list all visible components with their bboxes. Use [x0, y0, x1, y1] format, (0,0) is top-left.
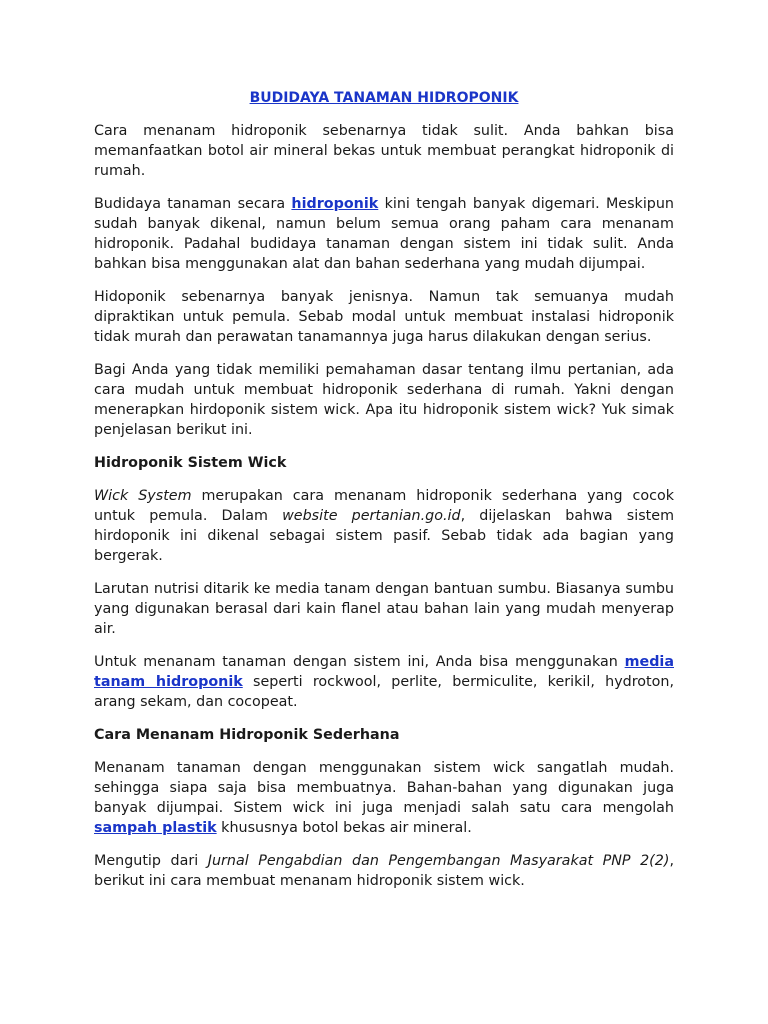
document-page	[94, 88, 674, 904]
link-media-tanam[interactable]: media tanam hidroponik	[94, 654, 674, 690]
emphasis-jurnal: Jurnal Pengabdian dan Pengembangan Masyarakat PNP 2(2)	[207, 853, 670, 869]
paragraph-text: Mengutip dari	[94, 853, 208, 869]
paragraph-text: kini tengah banyak digemari. Meskipun sudah banyak dikenal, namun belum semua orang paham cara menanam hidroponik. Padahal budidaya tanaman dengan sistem ini tidak sulit. Anda bahkan bisa menggunakan alat dan bahan sederhana yang mudah dijumpai.	[94, 196, 674, 272]
paragraph-text: Budidaya tanaman secara	[94, 196, 292, 212]
paragraph-media	[94, 652, 674, 712]
emphasis-wick-system: Wick System	[94, 488, 192, 504]
document-title	[94, 88, 674, 108]
paragraph-budidaya	[94, 194, 674, 274]
heading-cara-menanam: Cara Menanam Hidroponik Sederhana	[94, 727, 400, 743]
title-link[interactable]: BUDIDAYA TANAMAN HIDROPONIK	[249, 90, 519, 106]
paragraph-wick-system	[94, 486, 674, 566]
paragraph-text: , dijelaskan bahwa sistem hirdoponik ini dikenal sebagai sistem pasif. Sebab tidak ada bagian yang bergerak.	[94, 508, 674, 564]
paragraph-larutan: Larutan nutrisi ditarik ke media tanam dengan bantuan sumbu. Biasanya sumbu yang digunakan berasal dari kain flanel atau bahan lain yang mudah menyerap air.	[94, 581, 674, 637]
link-sampah-plastik[interactable]: sampah plastik	[94, 820, 217, 836]
paragraph-pemula: Bagi Anda yang tidak memiliki pemahaman dasar tentang ilmu pertanian, ada cara mudah untuk membuat hidroponik sederhana di rumah. Yakni dengan menerapkan hirdoponik sistem wick. Apa itu hidroponik sistem wick? Yuk simak penjelasan berikut ini.	[94, 362, 674, 438]
paragraph-text: Untuk menanam tanaman dengan sistem ini, Anda bisa menggunakan	[94, 654, 625, 670]
emphasis-website: website pertanian.go.id	[282, 508, 461, 524]
paragraph-menanam	[94, 758, 674, 838]
paragraph-text: , berikut ini cara membuat menanam hidroponik sistem wick.	[94, 853, 674, 889]
paragraph-mengutip	[94, 851, 674, 891]
link-hidroponik[interactable]: hidroponik	[291, 196, 379, 212]
paragraph-jenis: Hidoponik sebenarnya banyak jenisnya. Namun tak semuanya mudah dipraktikan untuk pemula. Sebab modal untuk membuat instalasi hidroponik tidak murah dan perawatan tanamannya juga harus dilakukan dengan serius.	[94, 289, 674, 345]
paragraph-intro: Cara menanam hidroponik sebenarnya tidak sulit. Anda bahkan bisa memanfaatkan botol air mineral bekas untuk membuat perangkat hidroponik di rumah.	[94, 123, 674, 179]
paragraph-text: seperti rockwool, perlite, bermiculite, kerikil, hydroton, arang sekam, dan cocopeat.	[94, 674, 674, 710]
paragraph-text: merupakan cara menanam hidroponik sederhana yang cocok untuk pemula. Dalam	[94, 488, 674, 524]
paragraph-text: Menanam tanaman dengan menggunakan sistem wick sangatlah mudah. sehingga siapa saja bisa membuatnya. Bahan-bahan yang digunakan juga banyak dijumpai. Sistem wick ini juga menjadi salah satu cara mengolah	[94, 760, 674, 816]
heading-sistem-wick: Hidroponik Sistem Wick	[94, 455, 287, 471]
paragraph-text: khususnya botol bekas air mineral.	[216, 820, 472, 836]
